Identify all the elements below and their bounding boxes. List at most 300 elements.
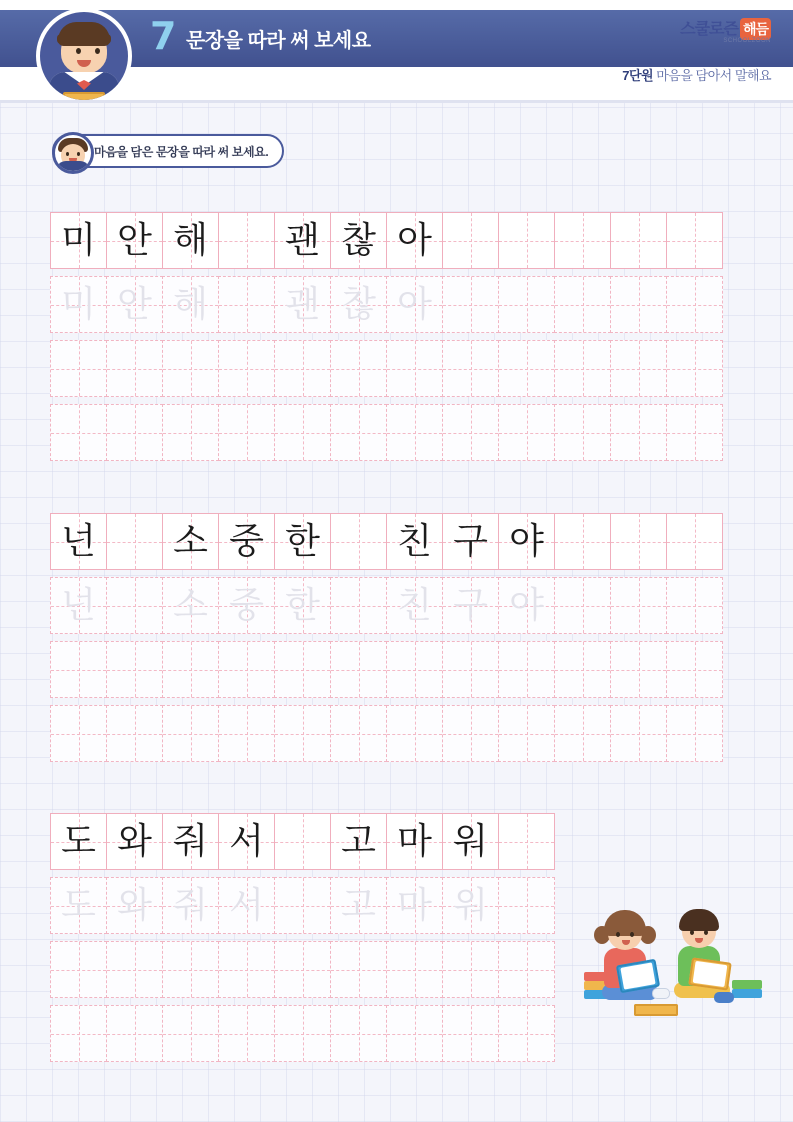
writing-cell[interactable] (666, 577, 723, 634)
writing-cell[interactable] (106, 340, 163, 397)
cell-guide-horizontal (163, 1034, 218, 1035)
trace-glyph: 아 (397, 283, 432, 325)
cell-guide-horizontal (107, 369, 162, 370)
avatar-book-icon (63, 92, 105, 100)
cell-guide-horizontal (275, 1034, 330, 1035)
cell-guide-horizontal (163, 369, 218, 370)
cell-guide-horizontal (443, 734, 498, 735)
cell-guide-horizontal (499, 1034, 554, 1035)
cell-guide-horizontal (331, 970, 386, 971)
avatar-fringe (57, 34, 111, 44)
cell-guide-horizontal (107, 970, 162, 971)
cell-guide-horizontal (667, 734, 722, 735)
writing-cell[interactable] (666, 705, 723, 762)
writing-cell[interactable] (386, 705, 443, 762)
inst-avatar-eye-right (77, 152, 80, 156)
cell-guide-horizontal (499, 241, 554, 242)
writing-cell[interactable] (274, 705, 331, 762)
writing-cell[interactable] (554, 513, 611, 570)
boy-eye-left (690, 930, 694, 935)
boy-eye-right (704, 930, 708, 935)
cell-guide-horizontal (387, 734, 442, 735)
model-glyph: 구 (453, 520, 488, 562)
instruction-text: 마음을 담은 문장을 따라 써 보세요. (94, 144, 269, 159)
cell-guide-horizontal (499, 734, 554, 735)
cell-guide-horizontal (499, 842, 554, 843)
cell-guide-horizontal (331, 542, 386, 543)
writing-cell[interactable] (386, 941, 443, 998)
writing-cell[interactable] (330, 513, 387, 570)
model-glyph: 해 (173, 219, 208, 261)
writing-row-model[interactable] (50, 212, 722, 269)
cell-guide-horizontal (667, 670, 722, 671)
cell-guide-horizontal (499, 305, 554, 306)
writing-cell[interactable] (274, 1005, 331, 1062)
trace-glyph: 구 (453, 584, 488, 626)
writing-cell[interactable] (162, 705, 219, 762)
writing-cell[interactable] (330, 340, 387, 397)
cell-guide-horizontal (555, 433, 610, 434)
writing-cell[interactable] (498, 1005, 555, 1062)
writing-cell[interactable] (106, 941, 163, 998)
cell-guide-horizontal (443, 433, 498, 434)
unit-number: 7 (150, 14, 177, 58)
writing-row-practice[interactable] (50, 941, 554, 998)
writing-cell[interactable] (50, 877, 107, 934)
model-glyph: 서 (229, 820, 264, 862)
model-glyph: 찮 (341, 219, 376, 261)
cell-guide-horizontal (499, 433, 554, 434)
writing-cell[interactable] (442, 340, 499, 397)
cell-guide-horizontal (667, 369, 722, 370)
cell-guide-horizontal (387, 369, 442, 370)
writing-cell[interactable] (162, 513, 219, 570)
writing-cell[interactable] (386, 1005, 443, 1062)
trace-glyph: 와 (117, 884, 152, 926)
cell-guide-horizontal (611, 433, 666, 434)
cell-guide-horizontal (443, 970, 498, 971)
writing-cell[interactable] (218, 1005, 275, 1062)
trace-glyph: 서 (229, 884, 264, 926)
student-avatar-icon (36, 8, 132, 100)
writing-cell[interactable] (442, 577, 499, 634)
writing-cell[interactable] (274, 340, 331, 397)
cell-guide-horizontal (107, 670, 162, 671)
boy-hair (679, 909, 719, 931)
writing-cell[interactable] (610, 212, 667, 269)
cell-guide-horizontal (219, 734, 274, 735)
writing-cell[interactable] (162, 813, 219, 870)
writing-cell[interactable] (498, 941, 555, 998)
writing-cell[interactable] (330, 1005, 387, 1062)
trace-glyph: 줘 (173, 884, 208, 926)
writing-row-practice[interactable] (50, 404, 722, 461)
cell-guide-horizontal (163, 970, 218, 971)
writing-cell[interactable] (274, 641, 331, 698)
writing-cell[interactable] (162, 641, 219, 698)
writing-cell[interactable] (554, 340, 611, 397)
writing-cell[interactable] (554, 276, 611, 333)
trace-glyph: 넌 (61, 584, 96, 626)
page-title: 문장을 따라 써 보세요 (186, 30, 371, 52)
inst-avatar-eye-left (66, 152, 69, 156)
writing-cell[interactable] (330, 577, 387, 634)
writing-cell[interactable] (610, 705, 667, 762)
writing-cell[interactable] (274, 212, 331, 269)
unit-description: 마음을 담아서 말해요 (656, 68, 771, 83)
cell-guide-horizontal (499, 369, 554, 370)
writing-cell[interactable] (442, 276, 499, 333)
writing-row-model[interactable] (50, 813, 554, 870)
writing-cell[interactable] (274, 404, 331, 461)
writing-cell[interactable] (218, 813, 275, 870)
writing-cell[interactable] (442, 1005, 499, 1062)
writing-cell[interactable] (666, 212, 723, 269)
brand-name-en: SCHOOLZOON (723, 38, 771, 44)
writing-cell[interactable] (442, 941, 499, 998)
writing-cell[interactable] (442, 813, 499, 870)
cell-guide-horizontal (331, 734, 386, 735)
brand-name-kr (680, 16, 771, 40)
writing-cell[interactable] (554, 705, 611, 762)
writing-cell[interactable] (50, 404, 107, 461)
writing-row-trace[interactable] (50, 877, 554, 934)
writing-cell[interactable] (106, 212, 163, 269)
writing-cell[interactable] (106, 705, 163, 762)
book-stack-green-right (732, 980, 762, 989)
writing-cell[interactable] (386, 404, 443, 461)
trace-glyph: 워 (453, 884, 488, 926)
writing-cell[interactable] (50, 813, 107, 870)
writing-cell[interactable] (610, 404, 667, 461)
model-glyph: 아 (397, 219, 432, 261)
writing-cell[interactable] (666, 404, 723, 461)
student-avatar (36, 8, 132, 100)
model-glyph: 괜 (285, 219, 320, 261)
writing-cell[interactable] (162, 276, 219, 333)
floor-book-icon (634, 1004, 678, 1016)
writing-cell[interactable] (218, 941, 275, 998)
model-glyph: 줘 (173, 820, 208, 862)
writing-cell[interactable] (106, 513, 163, 570)
girl-eye-left (616, 932, 620, 937)
cell-guide-horizontal (219, 369, 274, 370)
cell-guide-horizontal (443, 305, 498, 306)
writing-row-trace[interactable] (50, 577, 722, 634)
writing-cell[interactable] (162, 941, 219, 998)
writing-cell[interactable] (330, 705, 387, 762)
writing-cell[interactable] (498, 705, 555, 762)
trace-glyph: 한 (285, 584, 320, 626)
writing-cell[interactable] (50, 577, 107, 634)
cell-guide-horizontal (611, 369, 666, 370)
writing-cell[interactable] (218, 877, 275, 934)
writing-cell[interactable] (386, 276, 443, 333)
writing-cell[interactable] (498, 813, 555, 870)
writing-cell[interactable] (386, 340, 443, 397)
cell-guide-horizontal (163, 734, 218, 735)
cell-guide-horizontal (275, 670, 330, 671)
writing-cell[interactable] (274, 877, 331, 934)
cell-guide-horizontal (163, 433, 218, 434)
cell-guide-horizontal (611, 241, 666, 242)
trace-glyph: 소 (173, 584, 208, 626)
cell-guide-horizontal (275, 734, 330, 735)
exercise-1[interactable] (50, 212, 722, 461)
instruction-banner (52, 134, 284, 168)
cell-guide-horizontal (219, 970, 274, 971)
model-glyph: 고 (341, 820, 376, 862)
exercise-3[interactable] (50, 813, 554, 1062)
cell-guide-horizontal (667, 241, 722, 242)
cell-guide-horizontal (107, 542, 162, 543)
cell-guide-horizontal (331, 670, 386, 671)
writing-cell[interactable] (274, 513, 331, 570)
writing-cell[interactable] (162, 340, 219, 397)
writing-cell[interactable] (498, 577, 555, 634)
writing-cell[interactable] (274, 577, 331, 634)
cell-guide-horizontal (555, 241, 610, 242)
writing-row-trace[interactable] (50, 276, 722, 333)
writing-cell[interactable] (386, 577, 443, 634)
cell-guide-horizontal (499, 970, 554, 971)
writing-cell[interactable] (162, 212, 219, 269)
writing-cell[interactable] (554, 404, 611, 461)
writing-cell[interactable] (554, 577, 611, 634)
model-glyph: 와 (117, 820, 152, 862)
writing-cell[interactable] (386, 513, 443, 570)
cell-guide-horizontal (499, 906, 554, 907)
writing-cell[interactable] (442, 404, 499, 461)
cell-guide-horizontal (51, 734, 106, 735)
writing-cell[interactable] (330, 877, 387, 934)
writing-cell[interactable] (50, 212, 107, 269)
writing-row-practice[interactable] (50, 340, 722, 397)
writing-cell[interactable] (610, 641, 667, 698)
writing-row-practice[interactable] (50, 1005, 554, 1062)
writing-cell[interactable] (330, 941, 387, 998)
writing-cell[interactable] (50, 641, 107, 698)
writing-cell[interactable] (442, 513, 499, 570)
cell-guide-horizontal (219, 433, 274, 434)
girl-eye-right (630, 932, 634, 937)
writing-cell[interactable] (442, 705, 499, 762)
cell-guide-horizontal (331, 433, 386, 434)
writing-cell[interactable] (498, 276, 555, 333)
writing-cell[interactable] (386, 877, 443, 934)
cell-guide-horizontal (219, 241, 274, 242)
model-glyph: 미 (61, 219, 96, 261)
cell-guide-horizontal (51, 1034, 106, 1035)
brand-logo (680, 16, 771, 44)
cell-guide-horizontal (387, 1034, 442, 1035)
writing-row-model[interactable] (50, 513, 722, 570)
writing-cell[interactable] (106, 1005, 163, 1062)
writing-cell[interactable] (330, 641, 387, 698)
writing-cell[interactable] (50, 705, 107, 762)
cell-guide-horizontal (107, 433, 162, 434)
writing-cell[interactable] (498, 340, 555, 397)
trace-glyph: 안 (117, 283, 152, 325)
writing-cell[interactable] (218, 340, 275, 397)
writing-cell[interactable] (274, 941, 331, 998)
model-glyph: 워 (453, 820, 488, 862)
cell-guide-horizontal (107, 1034, 162, 1035)
writing-cell[interactable] (330, 813, 387, 870)
writing-cell[interactable] (162, 404, 219, 461)
writing-row-practice[interactable] (50, 641, 722, 698)
model-glyph: 친 (397, 520, 432, 562)
writing-cell[interactable] (162, 1005, 219, 1062)
cell-guide-horizontal (51, 369, 106, 370)
cell-guide-horizontal (443, 241, 498, 242)
writing-cell[interactable] (498, 513, 555, 570)
writing-cell[interactable] (498, 641, 555, 698)
writing-cell[interactable] (554, 212, 611, 269)
writing-cell[interactable] (610, 513, 667, 570)
cell-guide-horizontal (107, 606, 162, 607)
writing-cell[interactable] (498, 404, 555, 461)
writing-cell[interactable] (442, 877, 499, 934)
writing-cell[interactable] (554, 641, 611, 698)
writing-cell[interactable] (106, 577, 163, 634)
boy-book-pages (693, 961, 728, 987)
trace-glyph: 고 (341, 884, 376, 926)
cell-guide-horizontal (163, 670, 218, 671)
cell-guide-horizontal (499, 670, 554, 671)
writing-cell[interactable] (218, 513, 275, 570)
writing-cell[interactable] (274, 813, 331, 870)
writing-cell[interactable] (106, 276, 163, 333)
unit-subtitle (622, 65, 771, 84)
writing-cell[interactable] (666, 276, 723, 333)
cell-guide-horizontal (611, 606, 666, 607)
cell-guide-horizontal (667, 305, 722, 306)
writing-cell[interactable] (106, 641, 163, 698)
writing-cell[interactable] (666, 340, 723, 397)
girl-hair (604, 910, 646, 936)
cell-guide-horizontal (275, 842, 330, 843)
unit-label: 7단원 (622, 68, 654, 83)
cell-guide-horizontal (555, 606, 610, 607)
cell-guide-horizontal (387, 970, 442, 971)
cell-guide-horizontal (275, 433, 330, 434)
cell-guide-horizontal (275, 369, 330, 370)
page-header (0, 0, 793, 103)
trace-glyph: 친 (397, 584, 432, 626)
cell-guide-horizontal (555, 670, 610, 671)
cell-guide-horizontal (387, 670, 442, 671)
writing-cell[interactable] (50, 941, 107, 998)
writing-cell[interactable] (50, 513, 107, 570)
writing-cell[interactable] (610, 340, 667, 397)
cell-guide-horizontal (443, 369, 498, 370)
writing-cell[interactable] (162, 577, 219, 634)
writing-cell[interactable] (218, 577, 275, 634)
two-kids-reading-books-illustration (582, 900, 764, 1035)
trace-glyph: 도 (61, 884, 96, 926)
writing-cell[interactable] (218, 276, 275, 333)
cell-guide-horizontal (387, 433, 442, 434)
trace-glyph: 괜 (285, 283, 320, 325)
boy-avatar-icon (52, 132, 94, 174)
writing-cell[interactable] (218, 404, 275, 461)
writing-cell[interactable] (386, 641, 443, 698)
cell-guide-horizontal (555, 305, 610, 306)
cell-guide-horizontal (331, 1034, 386, 1035)
writing-cell[interactable] (218, 641, 275, 698)
cell-guide-horizontal (667, 433, 722, 434)
cell-guide-horizontal (219, 305, 274, 306)
model-glyph: 중 (229, 520, 264, 562)
cell-guide-horizontal (51, 670, 106, 671)
writing-cell[interactable] (50, 276, 107, 333)
cell-guide-horizontal (667, 606, 722, 607)
writing-cell[interactable] (386, 212, 443, 269)
writing-cell[interactable] (106, 813, 163, 870)
trace-glyph: 해 (173, 283, 208, 325)
cell-guide-horizontal (555, 369, 610, 370)
girl-shoe (652, 988, 670, 999)
avatar-eye-left (76, 48, 81, 54)
book-stack-blue-right (732, 989, 762, 998)
writing-cell[interactable] (386, 813, 443, 870)
trace-glyph: 마 (397, 884, 432, 926)
model-glyph: 마 (397, 820, 432, 862)
cell-guide-horizontal (443, 1034, 498, 1035)
cell-guide-horizontal (275, 906, 330, 907)
exercise-2[interactable] (50, 513, 722, 762)
cell-guide-horizontal (611, 734, 666, 735)
writing-cell[interactable] (330, 276, 387, 333)
writing-cell[interactable] (330, 212, 387, 269)
writing-cell[interactable] (106, 877, 163, 934)
cell-guide-horizontal (443, 670, 498, 671)
cell-guide-horizontal (611, 305, 666, 306)
writing-cell[interactable] (218, 212, 275, 269)
cell-guide-horizontal (275, 970, 330, 971)
writing-cell[interactable] (666, 513, 723, 570)
writing-cell[interactable] (274, 276, 331, 333)
trace-glyph: 야 (509, 584, 544, 626)
writing-cell[interactable] (666, 641, 723, 698)
cell-guide-horizontal (667, 542, 722, 543)
writing-cell[interactable] (50, 340, 107, 397)
avatar-eye-right (95, 48, 100, 54)
model-glyph: 도 (61, 820, 96, 862)
writing-cell[interactable] (442, 641, 499, 698)
writing-cell[interactable] (50, 1005, 107, 1062)
writing-cell[interactable] (162, 877, 219, 934)
cell-guide-horizontal (331, 369, 386, 370)
cell-guide-horizontal (51, 970, 106, 971)
trace-glyph: 미 (61, 283, 96, 325)
writing-cell[interactable] (498, 212, 555, 269)
writing-cell[interactable] (106, 404, 163, 461)
writing-cell[interactable] (330, 404, 387, 461)
model-glyph: 안 (117, 219, 152, 261)
writing-cell[interactable] (442, 212, 499, 269)
writing-row-practice[interactable] (50, 705, 722, 762)
writing-cell[interactable] (610, 276, 667, 333)
writing-cell[interactable] (498, 877, 555, 934)
brand-name-text: 스쿨로즌 (680, 21, 738, 38)
model-glyph: 소 (173, 520, 208, 562)
writing-cell[interactable] (610, 577, 667, 634)
trace-glyph: 찮 (341, 283, 376, 325)
boy-shoe (714, 992, 734, 1003)
writing-cell[interactable] (218, 705, 275, 762)
